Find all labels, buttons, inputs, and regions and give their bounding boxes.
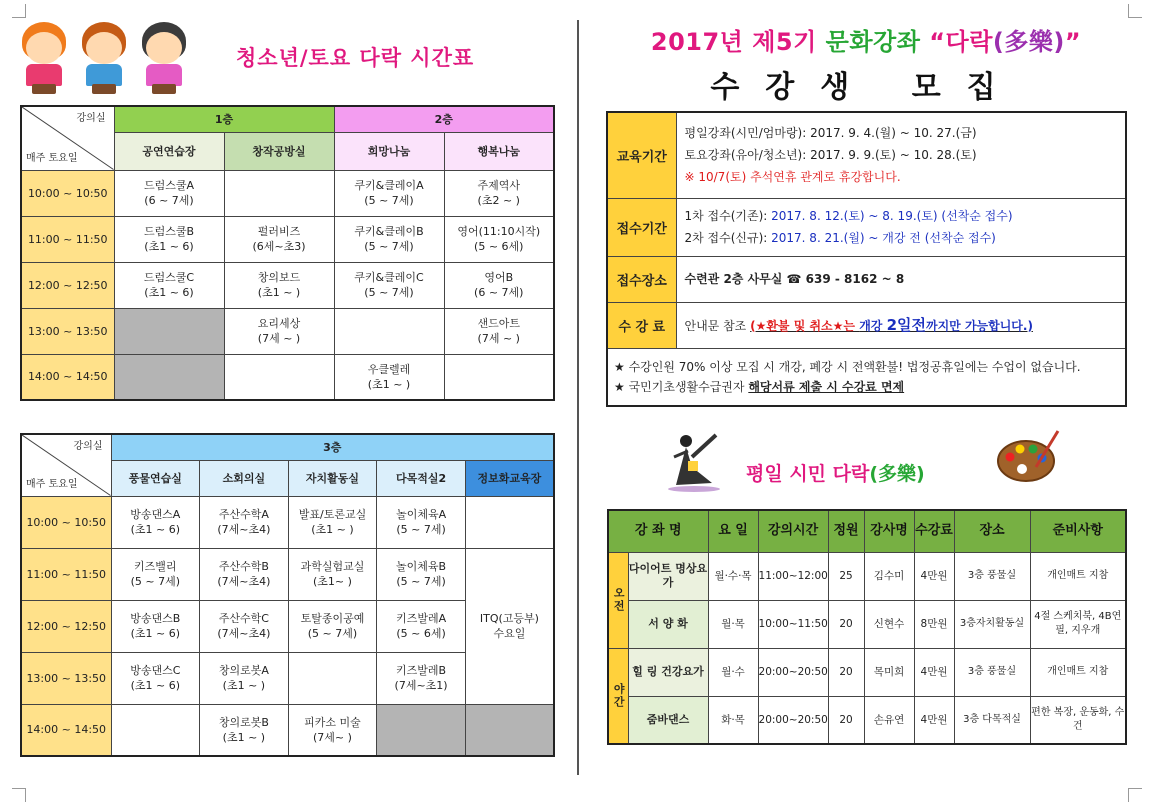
course-header: 수강료 bbox=[914, 510, 954, 552]
course-fee: 4만원 bbox=[914, 648, 954, 696]
room-header: 풍물연습실 bbox=[111, 460, 200, 496]
class-cell bbox=[114, 262, 224, 308]
course-cap: 25 bbox=[828, 552, 864, 600]
class-name: 발표/토론교실 bbox=[298, 508, 367, 521]
course-day: 화·목 bbox=[708, 696, 758, 744]
course-name: 다이어트 명상요가 bbox=[628, 552, 708, 600]
time-cell: 14:00 ~ 14:50 bbox=[21, 704, 111, 756]
fee-deadline: 2일전 bbox=[886, 315, 926, 334]
fee-text: 까지만 가능합니다.) bbox=[925, 318, 1033, 333]
class-cell bbox=[224, 216, 334, 262]
weekday-title-text: 평일 시민 다락 bbox=[746, 463, 870, 485]
crop-mark bbox=[1128, 4, 1142, 18]
class-cell bbox=[111, 496, 200, 548]
course-teacher: 손유연 bbox=[864, 696, 914, 744]
course-title-green: 문화강좌 bbox=[825, 28, 930, 56]
class-cell bbox=[444, 170, 554, 216]
class-cell bbox=[200, 496, 289, 548]
schedule-table-floor1-2 bbox=[20, 105, 555, 401]
class-name: ITQ(고등부) bbox=[479, 612, 539, 625]
info-label: 교육기간 bbox=[607, 112, 676, 198]
corner-day-label: 매주 토요일 bbox=[26, 478, 78, 490]
course-group: 야간 bbox=[608, 648, 628, 744]
floor-header: 1층 bbox=[114, 106, 334, 132]
class-name: 주산수학C bbox=[218, 612, 269, 625]
class-cell bbox=[111, 548, 200, 600]
kid-figure bbox=[136, 20, 192, 96]
time-cell: 12:00 ~ 12:50 bbox=[21, 262, 114, 308]
course-place: 3층 풍물실 bbox=[954, 648, 1030, 696]
room-header: 다목적실2 bbox=[377, 460, 466, 496]
class-name: 창의보드 bbox=[257, 271, 301, 284]
class-age: 수요일 bbox=[493, 627, 526, 640]
course-prep: 편한 복장, 운동화, 수건 bbox=[1030, 696, 1126, 744]
note-emphasis: 해당서류 제출 시 수강료 면제 bbox=[748, 379, 905, 394]
class-cell bbox=[334, 262, 444, 308]
info-label: 수 강 료 bbox=[607, 302, 676, 348]
class-name: 방송댄스B bbox=[130, 612, 181, 625]
class-name: 토탈종이공예 bbox=[300, 612, 365, 625]
class-cell bbox=[288, 704, 377, 756]
course-prep: 4절 스케치북, 4B연필, 지우개 bbox=[1030, 600, 1126, 648]
course-row bbox=[608, 696, 1126, 744]
class-age: (초1 ~ 6) bbox=[130, 679, 180, 692]
class-cell bbox=[114, 216, 224, 262]
course-prep: 개인매트 지참 bbox=[1030, 552, 1126, 600]
class-name: 샌드아트 bbox=[477, 317, 520, 330]
course-header: 강의시간 bbox=[758, 510, 828, 552]
class-cell bbox=[334, 354, 444, 400]
course-header-row bbox=[608, 510, 1126, 552]
class-name: 주산수학A bbox=[218, 508, 269, 521]
table-row bbox=[21, 354, 554, 400]
yoga-illustration bbox=[662, 427, 726, 493]
course-row bbox=[608, 600, 1126, 648]
itq-cell bbox=[465, 548, 554, 704]
kid-figure bbox=[16, 20, 72, 96]
class-age: (5 ~ 7세) bbox=[364, 240, 414, 253]
class-cell bbox=[224, 308, 334, 354]
class-name: 놀이체육A bbox=[396, 508, 447, 521]
course-group: 오전 bbox=[608, 552, 628, 648]
course-time: 20:00~20:50 bbox=[758, 696, 828, 744]
course-place: 3층 다목적실 bbox=[954, 696, 1030, 744]
fee-text: 안내문 참조 bbox=[684, 318, 751, 333]
class-cell bbox=[224, 262, 334, 308]
table-row bbox=[21, 704, 554, 756]
course-header: 강사명 bbox=[864, 510, 914, 552]
course-name: 힐 링 건강요가 bbox=[628, 648, 708, 696]
class-cell bbox=[377, 652, 466, 704]
class-name: 드럼스쿨C bbox=[143, 271, 195, 284]
class-age: (5 ~ 7세) bbox=[364, 286, 414, 299]
table-row bbox=[21, 308, 554, 354]
class-age: (5 ~ 7세) bbox=[307, 627, 358, 640]
room-header: 소회의실 bbox=[200, 460, 289, 496]
kid-figure bbox=[76, 20, 132, 96]
course-day: 월·수 bbox=[708, 648, 758, 696]
class-cell bbox=[114, 170, 224, 216]
course-name: 줌바댄스 bbox=[628, 696, 708, 744]
course-header: 강 좌 명 bbox=[608, 510, 708, 552]
time-cell: 11:00 ~ 11:50 bbox=[21, 216, 114, 262]
corner-room-label: 강의실 bbox=[73, 441, 103, 452]
course-prep: 개인매트 지참 bbox=[1030, 648, 1126, 696]
place-value: 수련관 2층 사무실 ☎ 639 - 8162 ~ 8 bbox=[676, 256, 1126, 302]
notes-cell bbox=[607, 348, 1126, 406]
class-age: (5 ~ 7세) bbox=[396, 575, 446, 588]
class-cell bbox=[377, 600, 466, 652]
crop-mark bbox=[12, 788, 26, 802]
course-fee: 4만원 bbox=[914, 552, 954, 600]
kids-illustration bbox=[16, 20, 191, 96]
class-cell bbox=[288, 652, 377, 704]
course-place: 3층자치활동실 bbox=[954, 600, 1030, 648]
class-name: 방송댄스A bbox=[130, 508, 181, 521]
table-corner-header bbox=[21, 434, 111, 496]
class-name: 펄러비즈 bbox=[257, 225, 301, 238]
class-age: (6 ~ 7세) bbox=[474, 286, 524, 299]
class-age: (5 ~ 7세) bbox=[364, 194, 414, 207]
course-header: 정원 bbox=[828, 510, 864, 552]
class-age: (초1~ ) bbox=[313, 575, 352, 588]
room-header: 공연연습장 bbox=[114, 132, 224, 170]
time-cell: 12:00 ~ 12:50 bbox=[21, 600, 111, 652]
course-title-year: 2017년 제5기 bbox=[650, 28, 826, 56]
class-age: (초1 ~ 6) bbox=[130, 627, 180, 640]
class-age: (7세~초4) bbox=[217, 627, 271, 640]
class-cell bbox=[114, 308, 224, 354]
class-age: (6세~초3) bbox=[252, 240, 306, 253]
room-header: 행복나눔 bbox=[444, 132, 554, 170]
class-name: 영어(11:10시작) bbox=[457, 225, 541, 238]
course-time: 10:00~11:50 bbox=[758, 600, 828, 648]
palette-icon bbox=[996, 427, 1062, 485]
class-age: (7세~ ) bbox=[313, 730, 352, 744]
class-name: 피카소 미술 bbox=[304, 715, 361, 729]
course-cap: 20 bbox=[828, 648, 864, 696]
class-cell bbox=[465, 704, 554, 756]
class-cell bbox=[377, 548, 466, 600]
course-day: 월·목 bbox=[708, 600, 758, 648]
corner-day-label: 매주 토요일 bbox=[26, 152, 78, 164]
class-cell bbox=[288, 496, 377, 548]
recruit-subtitle: 수강생 모집 bbox=[710, 70, 1022, 105]
class-cell bbox=[334, 308, 444, 354]
room-header: 희망나눔 bbox=[334, 132, 444, 170]
class-age: (초1 ~ 6) bbox=[144, 240, 194, 253]
info-value bbox=[676, 198, 1126, 256]
class-age: (6 ~ 7세) bbox=[144, 194, 194, 207]
class-age: (초1 ~ ) bbox=[311, 523, 354, 536]
period-notice: ※ 10/7(토) 추석연휴 관계로 휴강합니다. bbox=[684, 170, 901, 185]
class-age: (5 ~ 6세) bbox=[396, 627, 446, 640]
class-name: 놀이체육B bbox=[396, 560, 447, 573]
room-header: 창작공방실 bbox=[224, 132, 334, 170]
class-age: (5 ~ 7세) bbox=[130, 575, 180, 588]
class-age: (초2 ~ ) bbox=[477, 194, 520, 207]
course-title-hanja: (多樂) bbox=[992, 28, 1065, 56]
time-cell: 13:00 ~ 13:50 bbox=[21, 308, 114, 354]
course-title-end: ” bbox=[1064, 28, 1082, 56]
time-cell: 13:00 ~ 13:50 bbox=[21, 652, 111, 704]
weekday-title bbox=[746, 459, 925, 486]
class-age: (7세 ~ ) bbox=[477, 332, 520, 345]
class-cell bbox=[288, 600, 377, 652]
class-name: 주제역사 bbox=[477, 179, 520, 192]
class-cell bbox=[114, 354, 224, 400]
class-name: 키즈발레B bbox=[396, 664, 447, 677]
weekday-title-hanja: (多樂) bbox=[869, 463, 925, 485]
course-time: 20:00~20:50 bbox=[758, 648, 828, 696]
class-name: 창의로봇B bbox=[218, 715, 269, 729]
table-row bbox=[21, 170, 554, 216]
class-cell bbox=[377, 496, 466, 548]
course-header: 준비사항 bbox=[1030, 510, 1126, 552]
course-place: 3층 풍물실 bbox=[954, 552, 1030, 600]
reg-round-date: 2017. 8. 12.(토) ~ 8. 19.(토) (선착순 접수) bbox=[771, 209, 1013, 223]
time-cell: 10:00 ~ 10:50 bbox=[21, 170, 114, 216]
floor-header: 2층 bbox=[334, 106, 554, 132]
info-value bbox=[676, 112, 1126, 198]
class-age: (초1 ~ 6) bbox=[130, 523, 180, 536]
class-cell bbox=[334, 216, 444, 262]
class-cell bbox=[200, 548, 289, 600]
course-name: 서 양 화 bbox=[628, 600, 708, 648]
fee-text: 개강 bbox=[859, 318, 887, 333]
class-age: (초1 ~ ) bbox=[222, 730, 266, 744]
class-age: (7세~초4) bbox=[217, 575, 271, 588]
reg-round-label: 2차 접수(신규): bbox=[684, 231, 772, 245]
table-row bbox=[21, 548, 554, 600]
info-label: 접수기간 bbox=[607, 198, 676, 256]
class-cell bbox=[200, 652, 289, 704]
note-line: ★ 국민기초생활수급권자 bbox=[614, 379, 749, 394]
crop-mark bbox=[12, 4, 26, 18]
class-name: 주산수학B bbox=[218, 560, 269, 573]
course-fee: 8만원 bbox=[914, 600, 954, 648]
room-header: 자치활동실 bbox=[288, 460, 377, 496]
info-value bbox=[676, 302, 1126, 348]
corner-room-label: 강의실 bbox=[76, 113, 106, 124]
class-cell bbox=[288, 548, 377, 600]
class-age: (초1 ~ ) bbox=[222, 679, 266, 692]
course-time: 11:00~12:00 bbox=[758, 552, 828, 600]
time-cell: 10:00 ~ 10:50 bbox=[21, 496, 111, 548]
period-line: 토요강좌(유아/청소년): 2017. 9. 9.(토) ~ 10. 28.(토) bbox=[684, 148, 977, 163]
class-name: 우클렐레 bbox=[367, 362, 411, 376]
table-row bbox=[21, 496, 554, 548]
class-cell bbox=[111, 600, 200, 652]
reg-round-label: 1차 접수(기존): bbox=[684, 209, 772, 223]
course-header: 요 일 bbox=[708, 510, 758, 552]
fee-refund: (★환불 및 취소★는 bbox=[750, 318, 860, 333]
floor-header: 3층 bbox=[111, 434, 554, 460]
class-cell bbox=[465, 496, 554, 548]
class-cell bbox=[200, 600, 289, 652]
class-cell bbox=[444, 216, 554, 262]
class-cell bbox=[224, 170, 334, 216]
class-cell bbox=[334, 170, 444, 216]
course-cap: 20 bbox=[828, 696, 864, 744]
class-cell bbox=[111, 704, 200, 756]
table-row bbox=[21, 216, 554, 262]
schedule-table-floor3 bbox=[20, 433, 555, 757]
course-teacher: 목미희 bbox=[864, 648, 914, 696]
class-name: 드럼스쿨B bbox=[143, 225, 195, 238]
class-name: 요리세상 bbox=[257, 317, 301, 330]
class-name: 드럼스쿨A bbox=[143, 179, 195, 192]
course-teacher: 신현수 bbox=[864, 600, 914, 648]
note-line: ★ 수강인원 70% 이상 모집 시 개강, 폐강 시 전액환불! 법정공휴일에는 수업이 없습니다. bbox=[614, 359, 1081, 374]
class-age: (5 ~ 7세) bbox=[396, 523, 446, 536]
class-age: (7세~초1) bbox=[394, 679, 448, 692]
info-label: 접수장소 bbox=[607, 256, 676, 302]
course-header: 장소 bbox=[954, 510, 1030, 552]
course-day: 월·수·목 bbox=[708, 552, 758, 600]
class-cell bbox=[377, 704, 466, 756]
class-name: 방송댄스C bbox=[130, 664, 181, 677]
crop-mark bbox=[1128, 788, 1142, 802]
period-line: 평일강좌(시민/엄마랑): 2017. 9. 4.(월) ~ 10. 27.(금) bbox=[684, 126, 977, 141]
table-row bbox=[21, 262, 554, 308]
class-name: 쿠키&클레이C bbox=[354, 271, 424, 284]
class-name: 키즈발레A bbox=[396, 612, 447, 625]
course-row bbox=[608, 648, 1126, 696]
reg-round-date: 2017. 8. 21.(월) ~ 개강 전 (선착순 접수) bbox=[771, 231, 996, 245]
course-cap: 20 bbox=[828, 600, 864, 648]
class-age: (초1 ~ ) bbox=[367, 377, 411, 391]
left-title: 청소년/토요 다락 시간표 bbox=[236, 46, 475, 70]
time-cell: 14:00 ~ 14:50 bbox=[21, 354, 114, 400]
class-name: 과학실험교실 bbox=[300, 560, 365, 573]
course-teacher: 김수미 bbox=[864, 552, 914, 600]
course-row bbox=[608, 552, 1126, 600]
class-name: 키즈밸리 bbox=[134, 560, 177, 573]
course-title-quote: “다락 bbox=[929, 28, 993, 56]
class-name: 창의로봇A bbox=[218, 664, 269, 677]
class-cell bbox=[224, 354, 334, 400]
weekday-course-table bbox=[607, 509, 1127, 745]
time-cell: 11:00 ~ 11:50 bbox=[21, 548, 111, 600]
class-cell bbox=[111, 652, 200, 704]
class-name: 영어B bbox=[484, 271, 514, 284]
course-title bbox=[606, 22, 1126, 57]
table-corner-header bbox=[21, 106, 114, 170]
course-fee: 4만원 bbox=[914, 696, 954, 744]
class-cell bbox=[444, 262, 554, 308]
class-age: (5 ~ 6세) bbox=[474, 240, 524, 253]
class-age: (7세 ~ ) bbox=[257, 332, 301, 345]
room-header: 정보화교육장 bbox=[465, 460, 554, 496]
class-name: 쿠키&클레이B bbox=[354, 225, 424, 238]
class-cell bbox=[444, 354, 554, 400]
class-age: (초1 ~ ) bbox=[257, 286, 301, 299]
info-table bbox=[606, 111, 1127, 407]
class-cell bbox=[444, 308, 554, 354]
class-age: (7세~초4) bbox=[217, 523, 271, 536]
center-divider bbox=[577, 20, 579, 775]
class-cell bbox=[200, 704, 289, 756]
class-age: (초1 ~ 6) bbox=[144, 286, 194, 299]
class-name: 쿠키&클레이A bbox=[354, 179, 424, 192]
